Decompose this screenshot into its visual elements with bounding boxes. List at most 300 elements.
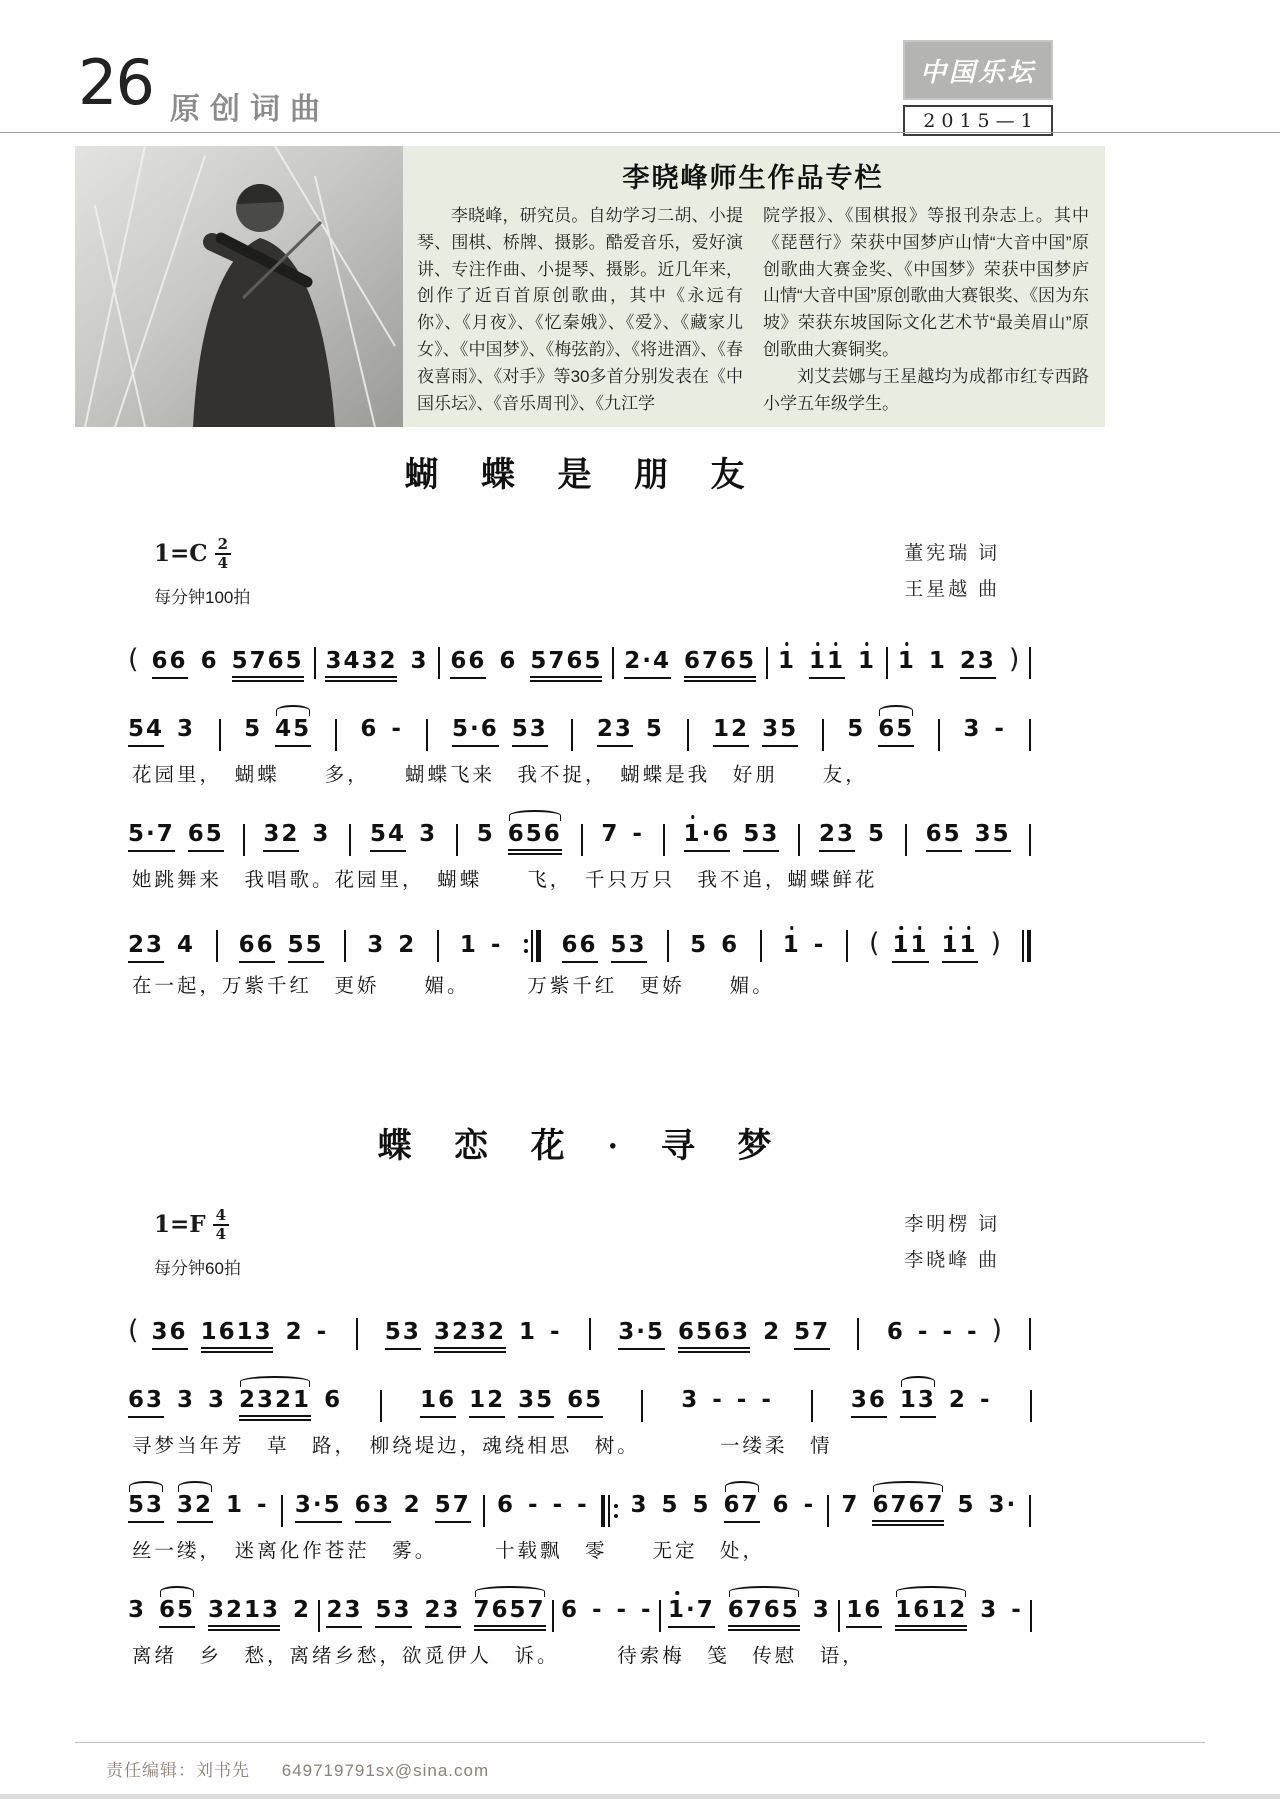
- key-signature: [154, 536, 250, 571]
- note-group: 12: [469, 1389, 505, 1418]
- measure: [450, 650, 602, 682]
- feature-box: [75, 146, 1105, 427]
- measure: [128, 1389, 342, 1421]
- barline: [936, 718, 941, 752]
- note-group: 35: [762, 718, 798, 747]
- barline: [551, 1599, 556, 1633]
- music-line: [128, 1373, 1038, 1458]
- measure: [624, 650, 756, 682]
- music-line: [128, 807, 1038, 892]
- dash-note: -: [549, 1319, 562, 1346]
- note-group: 66: [239, 934, 275, 963]
- note-group: 2·4: [624, 650, 671, 679]
- note-group: 6: [324, 1387, 343, 1414]
- measure: [326, 1599, 545, 1631]
- note-group: 53: [385, 1321, 421, 1350]
- note-group: 1: [459, 932, 478, 959]
- barline: [241, 823, 246, 857]
- barline: [436, 929, 441, 963]
- dash-note: -: [632, 821, 644, 848]
- dash-note: -: [966, 1319, 979, 1346]
- dash-note: -: [641, 1597, 653, 1624]
- note-group: 6563: [678, 1321, 750, 1353]
- parenthesis: (: [128, 644, 139, 676]
- note-group: 11: [942, 934, 978, 963]
- barline: [661, 823, 666, 857]
- barline: [425, 718, 430, 752]
- note-group: 66: [152, 650, 188, 679]
- note-group: 3: [208, 1387, 227, 1414]
- measure: [668, 1599, 831, 1631]
- measure: [851, 1389, 992, 1418]
- measure: [325, 650, 428, 682]
- note-group: 16: [846, 1599, 882, 1628]
- barline: [379, 1389, 384, 1423]
- note-group: 3: [177, 1387, 196, 1414]
- note-group: 5: [957, 1492, 976, 1519]
- barline: [437, 646, 442, 680]
- barline: [884, 646, 889, 680]
- lyrics-line: 在一起，万紫千红 更娇 媚。 万紫千红 更娇 媚。: [132, 976, 775, 998]
- measure: [128, 1315, 328, 1353]
- barline: [312, 646, 317, 680]
- barline: [333, 718, 338, 752]
- song-title: 蝶 恋 花 · 寻 梦: [377, 1128, 789, 1165]
- barline: [316, 1599, 321, 1633]
- measure: [385, 1321, 562, 1353]
- note-group: 36: [152, 1321, 188, 1350]
- measure: [460, 934, 503, 963]
- barline: [640, 1389, 645, 1423]
- note-group: 3: [177, 716, 196, 743]
- dash-note: -: [316, 1319, 329, 1346]
- masthead: [903, 40, 1053, 136]
- music-line: [128, 1299, 1038, 1353]
- barline: [666, 929, 671, 963]
- repeat-start-barline: [599, 1494, 620, 1528]
- parenthesis: (: [128, 1315, 139, 1347]
- note-group: 65: [188, 823, 224, 852]
- music-line: [128, 1583, 1038, 1668]
- note-group: 66: [562, 934, 598, 963]
- bio-column-2: [763, 203, 1089, 417]
- barline: [903, 823, 908, 857]
- barline: [758, 929, 763, 963]
- note-group: 67: [724, 1494, 760, 1523]
- note-group: 12: [713, 718, 749, 747]
- barline: [826, 1494, 831, 1528]
- barline: [611, 646, 616, 680]
- note-group: 55: [288, 934, 324, 963]
- note-group: 23: [128, 934, 164, 963]
- note-group: 13: [900, 1389, 936, 1418]
- barline: [765, 646, 770, 680]
- note-group: 2: [285, 1319, 304, 1346]
- note-group: 35: [975, 823, 1011, 852]
- note-group: 2: [293, 1597, 312, 1624]
- note-group: 6: [200, 648, 219, 675]
- note-group: 2: [403, 1492, 422, 1519]
- note-group: 23: [597, 718, 633, 747]
- tempo-marking: 每分钟100拍: [154, 588, 251, 607]
- note-group: 65: [926, 823, 962, 852]
- page-number: 26: [78, 46, 153, 119]
- bio-paragraph-2: 院学报》、《围棋报》等报刊杂志上。其中《琵琶行》荣获中国梦庐山情“大音中国”原创歌曲大赛金奖、《中国梦》荣获中国梦庐山情“大音中国”原创歌曲大赛银奖、《因为东坡》荣获东坡国际文化艺术节“最美眉山”原创歌曲大赛铜奖。: [763, 206, 1089, 359]
- measure: [713, 718, 798, 747]
- note-group: 656: [508, 823, 562, 855]
- note-group: 1612: [895, 1599, 967, 1631]
- note-group: 11: [809, 650, 845, 679]
- notation-row: [128, 628, 1038, 682]
- parenthesis: ): [991, 1315, 1003, 1347]
- note-group: 6: [360, 716, 379, 743]
- dash-note: -: [917, 1319, 930, 1346]
- note-group: 1·6: [684, 823, 731, 852]
- note-group: 3432: [325, 650, 397, 682]
- dash-note: -: [1011, 1597, 1023, 1624]
- measure: [681, 1389, 773, 1418]
- measure: [128, 644, 304, 682]
- note-group: 45: [275, 718, 311, 747]
- violinist-photo-placeholder: [75, 146, 403, 427]
- note-group: 5: [476, 821, 495, 848]
- bio-column-1: [417, 203, 743, 417]
- notation-row: [128, 702, 1038, 752]
- note-group: 23: [425, 1599, 461, 1628]
- note-group: 6765: [684, 650, 756, 682]
- note-group: 23: [819, 823, 855, 852]
- note-group: 54: [370, 823, 406, 852]
- barline: [1028, 1389, 1033, 1423]
- note-group: 53: [743, 823, 779, 852]
- note-group: 5: [867, 821, 886, 848]
- measure: [295, 1494, 471, 1523]
- note-group: 1: [777, 648, 796, 675]
- feature-text: [403, 146, 1105, 427]
- note-group: 3: [630, 1492, 649, 1519]
- barline: [1028, 1494, 1033, 1528]
- note-group: 36: [851, 1389, 887, 1418]
- parenthesis: (: [868, 928, 880, 960]
- note-group: 1: [226, 1492, 245, 1519]
- magazine-logo: 中国乐坛: [903, 40, 1053, 100]
- barline: [836, 1599, 841, 1633]
- footer: [106, 1756, 515, 1781]
- song-title: 蝴 蝶 是 朋 友: [404, 457, 762, 494]
- barline: [1028, 823, 1033, 857]
- note-group: 65: [567, 1389, 603, 1418]
- dash-note: -: [616, 1597, 629, 1624]
- credits: [904, 1207, 1000, 1279]
- note-group: 5: [661, 1492, 680, 1519]
- parenthesis: ): [990, 928, 1002, 960]
- lyrics-line: 丝一缕， 迷离化作苍茫 雾。 十载飘 零 无定 处，: [132, 1541, 766, 1563]
- song-sheet-die-lian-hua: [128, 1118, 1038, 1668]
- dash-note: -: [528, 1492, 540, 1519]
- measure: [263, 823, 330, 852]
- note-group: 3·5: [295, 1494, 342, 1523]
- note-group: 63: [128, 1389, 164, 1418]
- measure: [562, 934, 647, 963]
- editor-credit: 责任编辑：刘书先: [106, 1761, 250, 1780]
- note-group: 54: [128, 718, 164, 747]
- measure: [819, 823, 886, 852]
- barline: [214, 929, 219, 963]
- note-group: 5: [645, 716, 664, 743]
- measure: [244, 718, 311, 747]
- repeat-end-barline: [522, 929, 543, 963]
- barline: [579, 823, 584, 857]
- note-group: 2: [398, 932, 417, 959]
- barline: [1028, 718, 1033, 752]
- note-group: 11: [892, 934, 928, 963]
- barline: [797, 823, 802, 857]
- footer-rule: [75, 1742, 1205, 1743]
- music-line: [128, 912, 1038, 998]
- dash-note: -: [994, 716, 1006, 743]
- dash-note: -: [591, 1597, 604, 1624]
- note-group: 53: [512, 718, 548, 747]
- note-group: 5: [690, 932, 709, 959]
- notation-row: [128, 1478, 1038, 1528]
- measure: [963, 718, 1006, 747]
- measure: [128, 823, 224, 852]
- barline: [217, 718, 222, 752]
- dash-note: -: [490, 932, 503, 959]
- time-signature: $\frac{2}{4}$: [215, 536, 231, 571]
- measure: [452, 718, 548, 747]
- barline: [354, 1317, 359, 1351]
- note-group: 53: [128, 1494, 164, 1523]
- music-line: [128, 702, 1038, 787]
- note-group: 65: [878, 718, 914, 747]
- final-barline: [1020, 929, 1033, 963]
- measure: [561, 1599, 653, 1628]
- bio-paragraph-1: 李晓峰，研究员。自幼学习二胡、小提琴、围棋、桥牌、摄影。酷爱音乐，爱好演讲、专注作曲、小提琴、摄影。近几年来，创作了近百首原创歌曲，其中《永远有你》、《月夜》、《忆秦娥》、《爱》、《藏家儿女》、《中国梦》、《梅弦韵》、《将进酒》、《春夜喜雨》、《对手》等30多首分别发表在《中国乐坛》、《音乐周刊》、《九江学: [417, 206, 743, 413]
- page-edge: [0, 1794, 1280, 1799]
- measure: [887, 1315, 1002, 1350]
- dash-note: -: [979, 1387, 992, 1414]
- note-group: 4: [177, 932, 196, 959]
- note-group: 57: [794, 1321, 830, 1350]
- measure: [783, 934, 826, 963]
- barline: [343, 929, 348, 963]
- measure: [926, 823, 1011, 852]
- music-line: [128, 628, 1038, 682]
- note-group: 1: [897, 648, 916, 675]
- note-group: 2: [763, 1319, 782, 1346]
- dash-note: -: [577, 1492, 589, 1519]
- barline: [1028, 1599, 1033, 1633]
- dash-note: -: [942, 1319, 954, 1346]
- measure: [690, 934, 739, 963]
- measure: [477, 823, 562, 855]
- note-group: 5765: [530, 650, 602, 682]
- note-group: 3: [980, 1597, 999, 1624]
- measure: [128, 934, 195, 963]
- note-group: 3: [128, 1597, 147, 1624]
- note-group: 57: [435, 1494, 471, 1523]
- lyricist-credit: 董宪瑞 词: [904, 543, 1000, 564]
- music-notation: [128, 628, 1038, 998]
- note-group: 5: [692, 1492, 711, 1519]
- note-group: 3·: [988, 1492, 1018, 1519]
- measure: [847, 718, 914, 747]
- credits: [904, 536, 1000, 608]
- song-sheet-butterflies: [128, 447, 1038, 998]
- notation-row: [128, 1583, 1038, 1633]
- key-name: 1=F: [154, 1211, 206, 1238]
- note-group: 32: [177, 1494, 213, 1523]
- barline: [686, 718, 691, 752]
- lyrics-line: 她跳舞来 我唱歌。花园里， 蝴蝶 飞， 千只万只 我不追，蝴蝶鲜花: [132, 870, 878, 892]
- barline: [454, 823, 459, 857]
- note-group: 3: [367, 932, 386, 959]
- dash-note: -: [391, 716, 403, 743]
- column-title: 李晓峰师生作品专栏: [622, 163, 884, 193]
- dash-note: -: [803, 1492, 816, 1519]
- measure: [846, 1599, 1023, 1631]
- measure: [128, 1494, 269, 1523]
- measure: [869, 928, 1001, 963]
- note-group: 6: [886, 1319, 905, 1346]
- barline: [1028, 646, 1033, 680]
- note-group: 1613: [201, 1321, 273, 1353]
- lyrics-line: 离绪 乡 愁，离绪乡愁，欲觅伊人 诉。 待索梅 笺 传慰 语，: [132, 1646, 865, 1668]
- note-group: 6: [560, 1597, 579, 1624]
- note-group: 3232: [434, 1321, 506, 1353]
- note-group: 7657: [474, 1599, 546, 1631]
- note-group: 1: [857, 648, 876, 675]
- barline: [348, 823, 353, 857]
- measure: [370, 823, 437, 852]
- music-line: [128, 1478, 1038, 1563]
- note-group: 1·7: [668, 1599, 715, 1628]
- note-group: 6: [497, 1492, 516, 1519]
- note-group: 7: [841, 1492, 860, 1519]
- parenthesis: ): [1008, 644, 1020, 676]
- section-title: 原创词曲: [170, 93, 330, 126]
- note-group: 1: [518, 1319, 537, 1346]
- note-group: 3: [312, 821, 331, 848]
- dash-note: -: [552, 1492, 565, 1519]
- contact-email: 649719791sx@sina.com: [281, 1761, 490, 1780]
- note-group: 1: [928, 648, 947, 675]
- measure: [420, 1389, 603, 1418]
- note-group: 5765: [232, 650, 304, 682]
- note-group: 5·6: [452, 718, 499, 747]
- dash-note: -: [813, 932, 826, 959]
- tempo-marking: 每分钟60拍: [154, 1259, 241, 1278]
- measure: [778, 650, 876, 679]
- note-group: 35: [518, 1389, 554, 1418]
- note-group: 3: [681, 1387, 700, 1414]
- measure: [630, 1494, 815, 1523]
- notation-row: [128, 912, 1038, 963]
- barline: [658, 1599, 663, 1633]
- barline: [809, 1389, 814, 1423]
- dash-note: -: [736, 1387, 749, 1414]
- barline: [845, 929, 850, 963]
- note-group: 6: [772, 1492, 791, 1519]
- note-group: 3213: [208, 1599, 280, 1631]
- note-group: 3: [410, 648, 429, 675]
- barline: [570, 718, 575, 752]
- note-group: 6: [499, 648, 518, 675]
- notation-row: [128, 1373, 1038, 1423]
- composer-credit: 王星越 曲: [904, 579, 1000, 601]
- note-group: 3: [419, 821, 438, 848]
- note-group: 2321: [239, 1389, 311, 1421]
- barline: [587, 1317, 592, 1351]
- measure: [684, 823, 780, 852]
- composer-credit: 李晓峰 曲: [904, 1250, 1000, 1272]
- barline: [856, 1317, 861, 1351]
- note-group: 53: [611, 934, 647, 963]
- note-group: 32: [263, 823, 299, 852]
- note-group: 3: [963, 716, 982, 743]
- dash-note: -: [761, 1387, 773, 1414]
- note-group: 5: [244, 716, 263, 743]
- measure: [597, 718, 664, 747]
- note-group: 16: [420, 1389, 456, 1418]
- note-group: 66: [450, 650, 486, 679]
- note-group: 63: [355, 1494, 391, 1523]
- note-group: 7: [601, 821, 620, 848]
- measure: [128, 718, 195, 747]
- song-meta: [128, 1207, 1038, 1279]
- note-group: 3: [812, 1597, 831, 1624]
- note-group: 5·7: [128, 823, 175, 852]
- key-signature: [154, 1207, 241, 1242]
- notation-row: [128, 1299, 1038, 1353]
- measure: [898, 644, 1020, 679]
- bio-paragraph-3: 刘艾芸娜与王星越均为成都市红专西路小学五年级学生。: [763, 366, 1089, 413]
- note-group: 2: [948, 1387, 967, 1414]
- measure: [239, 934, 324, 963]
- lyrics-line: 花园里， 蝴蝶 多， 蝴蝶飞来 我不捉， 蝴蝶是我 好朋 友，: [132, 765, 868, 787]
- barline: [820, 718, 825, 752]
- music-notation: [128, 1299, 1038, 1668]
- note-group: 6: [721, 932, 740, 959]
- time-signature: $\frac{4}{4}$: [213, 1207, 229, 1242]
- dash-note: -: [712, 1387, 724, 1414]
- note-group: 3·5: [618, 1321, 665, 1350]
- note-group: 65: [159, 1599, 195, 1628]
- lyrics-line: 寻梦当年芳 草 路， 柳绕堤边，魂绕相思 树。 一缕柔 情: [132, 1436, 833, 1458]
- header-rule: [0, 132, 1280, 133]
- measure: [128, 1599, 311, 1631]
- measure: [497, 1494, 589, 1523]
- measure: [841, 1494, 1017, 1526]
- photo-li-xiaofeng-violin: [75, 146, 403, 427]
- song-meta: [128, 536, 1038, 608]
- note-group: 6765: [728, 1599, 800, 1631]
- measure: [360, 718, 403, 747]
- measure: [367, 934, 416, 963]
- issue-number: 2015—1: [903, 105, 1053, 136]
- note-group: 23: [326, 1599, 362, 1628]
- dash-note: -: [257, 1492, 269, 1519]
- key-name: 1=C: [154, 540, 208, 567]
- note-group: 6767: [872, 1494, 944, 1526]
- note-group: 23: [960, 650, 996, 679]
- note-group: 53: [375, 1599, 411, 1628]
- barline: [1028, 1317, 1033, 1351]
- lyricist-credit: 李明楞 词: [904, 1214, 1000, 1235]
- measure: [618, 1321, 830, 1353]
- note-group: 5: [847, 716, 866, 743]
